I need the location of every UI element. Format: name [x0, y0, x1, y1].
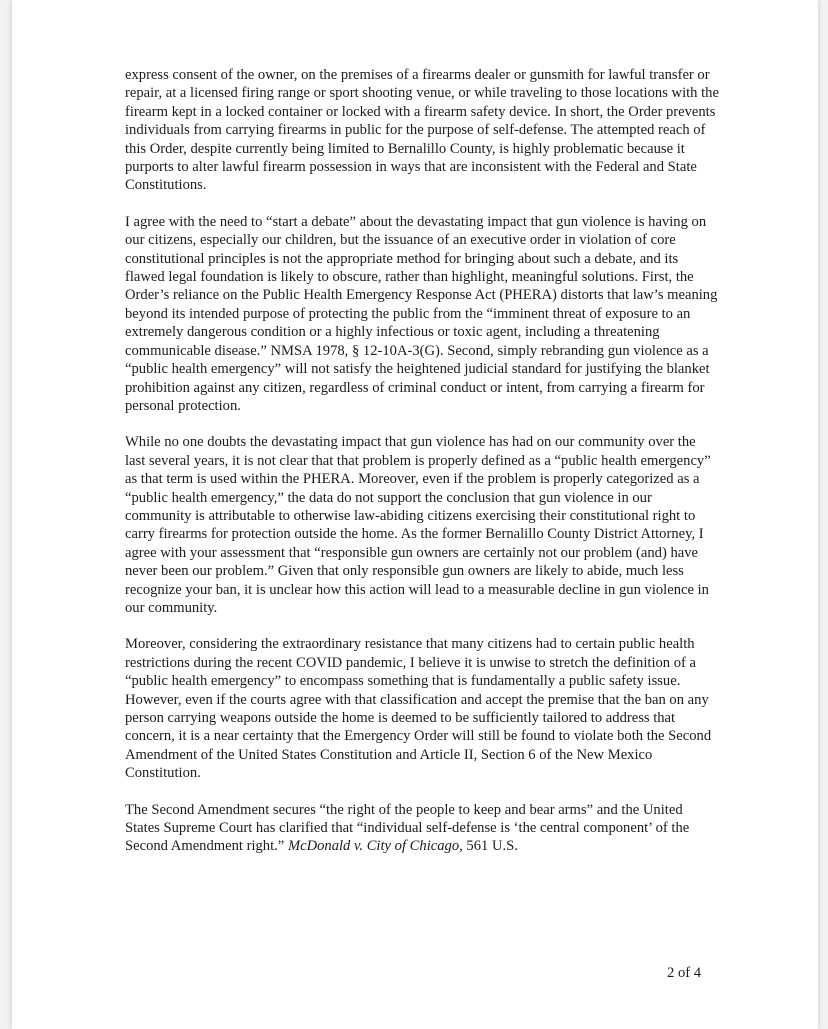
page-number: 2 of 4: [667, 965, 702, 981]
paragraph-constitutional-violation: Moreover, considering the extraordinary resistance that many citizens had to certain public health restrictions during the recent COVID pandemic, I believe it is unwise to stretch the definition of a “public health emergency” to encompass something that is fundamentally a public safety issue. However, even if the courts agree with that classification and accept the premise that the ban on any person carrying weapons outside the home is deemed to be sufficiently tailored to address that concern, it is a near certainty that the Emergency Order will still be found to violate both the Second Amendment of the United States Constitution and Article II, Section 6 of the New Mexico Constitution.: [125, 636, 712, 782]
paragraph-public-health-definition: While no one doubts the devastating impact that gun violence has had on our community over the last several years, it is not clear that that problem is properly defined as a “public health emergency” as that term is used within the PHERA. Moreover, even if the problem is properly categorized as a “public health emergency,” the data do not support the conclusion that gun violence in our community is attributable to otherwise law-abiding citizens exercising their constitutional right to carry firearms for protection outside the home. As the former Bernalillo County District Attorney, I agree with your assessment that “responsible gun owners are certainly not our problem (and) have never been our problem.” Given that only responsible gun owners are likely to abide, much less recognize your ban, it is unclear how this action will lead to a measurable decline in gun violence in our community.: [125, 434, 711, 616]
paragraph-second-amendment: [125, 801, 719, 856]
document-page: [12, 0, 818, 1029]
second-amendment-text: The Second Amendment secures “the right of the people to keep and bear arms” and the United States Supreme Court has clarified that “individual self-defense is ‘the central component’ of the Second Amendment right.”: [125, 801, 690, 855]
paragraph-debate-phera: I agree with the need to “start a debate” about the devastating impact that gun violence is having on our citizens, especially our children, but the issuance of an executive order in violation of core constitutional principles is not the appropriate method for bringing about such a debate, and its flawed legal foundation is likely to obscure, rather than highlight, meaningful solutions. First, the Order’s reliance on the Public Health Emergency Response Act (PHERA) distorts that law’s meaning beyond its intended purpose of protecting the public from the “imminent threat of exposure to an extremely dangerous condition or a highly infectious or toxic agent, including a threatening communicable disease.” NMSA 1978, § 12-10A-3(G). Second, simply rebranding gun violence as a “public health emergency” will not satisfy the heightened judicial standard for justifying the blanket prohibition against any citizen, regardless of criminal conduct or intent, from carrying a firearm for personal protection.: [125, 213, 718, 414]
letter-body: [125, 66, 719, 856]
citation-reporter: , 561 U.S.: [459, 838, 518, 855]
paragraph-firearm-order-scope: express consent of the owner, on the premises of a firearms dealer or gunsmith for lawful transfer or repair, at a licensed firing range or sport shooting venue, or while traveling to those locations with the firearm kept in a locked container or locked with a firearm safety device. In short, the Order prevents individuals from carrying firearms in public for the purpose of self-defense. The attempted reach of this Order, despite currently being limited to Bernalillo County, is highly problematic because it purports to alter lawful firearm possession in ways that are inconsistent with the Federal and State Constitutions.: [125, 67, 719, 194]
case-citation: McDonald v. City of Chicago: [287, 838, 460, 855]
